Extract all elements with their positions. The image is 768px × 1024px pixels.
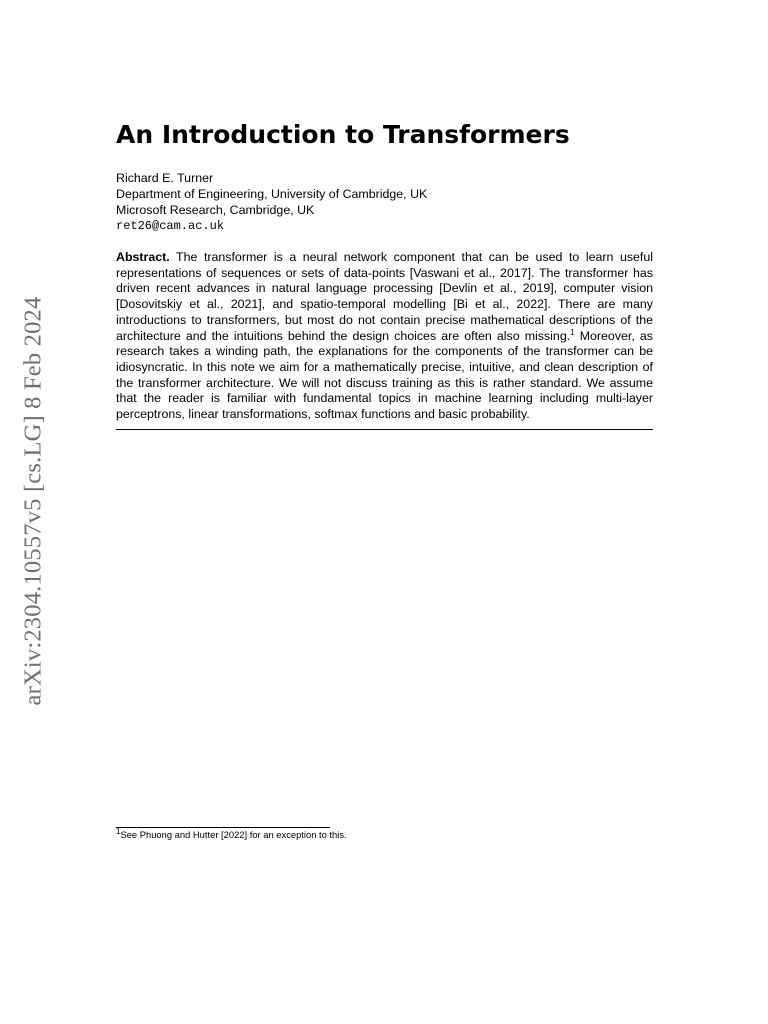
affiliation-cambridge: Department of Engineering, University of Cambridge, UK [116, 187, 428, 201]
abstract-text-part-2: Moreover, as research takes a winding path, the explanations for the components of the transformer can be idiosyncratic. In this note we aim for a mathematically precise, intuitive, and clean description of the transformer architecture. We will not discuss training as this is rather standard. We assume that the reader is familiar with fundamental topics in machine learning including multi-layer perceptrons, linear transformations, softmax functions and basic probability. [116, 328, 653, 422]
footnote-text: See Phuong and Hutter [2022] for an exception to this. [120, 829, 347, 840]
abstract-label: Abstract. [116, 250, 170, 264]
author-block [116, 170, 427, 234]
paper-title: An Introduction to Transformers [116, 120, 570, 149]
abstract-text-part-1: The transformer is a neural network component that can be used to learn useful representations of sequences or sets of data-points [Vaswani et al., 2017]. The transformer has driven recent advances in natural language processing [Devlin et al., 2019], computer vision [Dosovitskiy et al., 2021], and spatio-temporal modelling [Bi et al., 2022]. There are many introductions to transformers, but most do not contain precise mathematical descriptions of the architecture and the intuitions behind the design choices are often also missing. [116, 250, 654, 343]
abstract [116, 250, 653, 423]
author-email[interactable]: ret26@cam.ac.uk [116, 219, 225, 233]
affiliation-microsoft: Microsoft Research, Cambridge, UK [116, 203, 315, 217]
footnote-divider [116, 827, 330, 828]
footnote [116, 826, 347, 841]
arxiv-identifier-text: arXiv:2304.10557v5 [cs.LG] 8 Feb 2024 [19, 296, 46, 706]
footnote-marker: 1 [116, 826, 121, 836]
abstract-divider [116, 429, 653, 430]
arxiv-identifier-stamp [16, 284, 50, 718]
author-name: Richard E. Turner [116, 171, 214, 185]
footnote-reference[interactable]: 1 [570, 327, 575, 337]
